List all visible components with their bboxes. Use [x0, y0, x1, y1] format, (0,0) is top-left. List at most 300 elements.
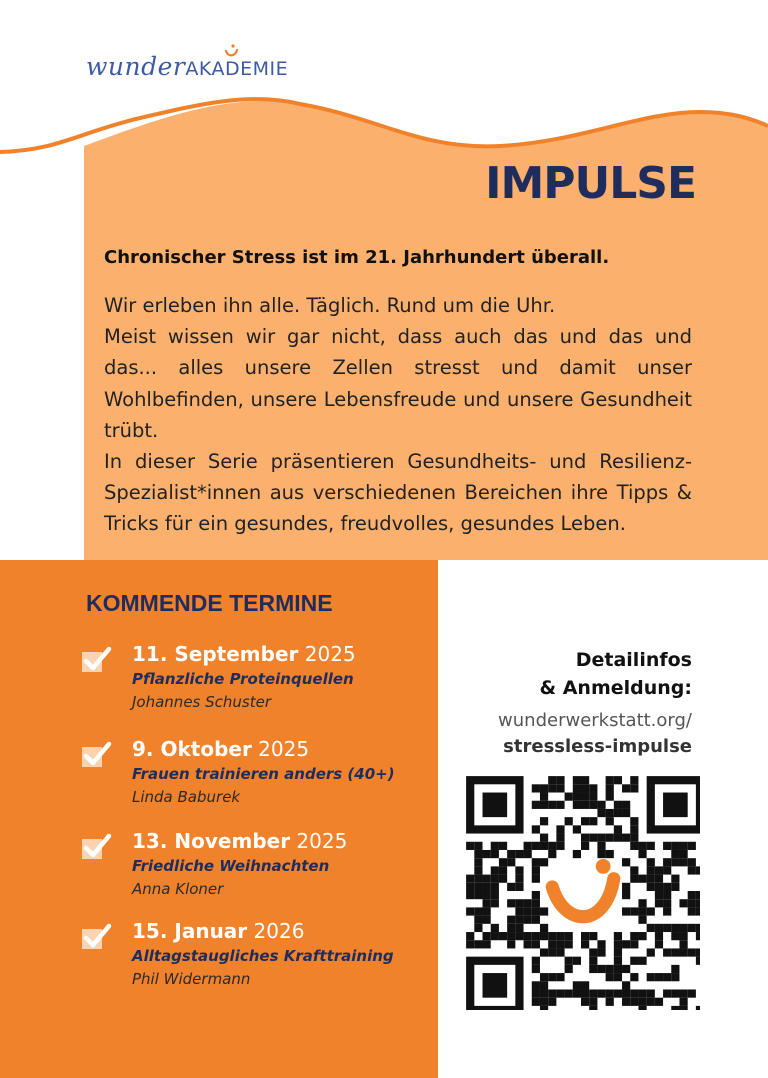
qr-module [647, 924, 655, 932]
qr-module [614, 801, 622, 809]
qr-module [647, 875, 655, 883]
qr-module [507, 883, 515, 891]
qr-module [688, 924, 696, 932]
qr-module [688, 891, 696, 899]
event-date [132, 829, 347, 853]
qr-module [507, 916, 515, 924]
event-title: Frauen trainieren anders (40+) [132, 765, 395, 783]
stressless-less: Less [541, 94, 590, 128]
qr-module [614, 965, 622, 973]
qr-module [606, 784, 614, 792]
qr-module [581, 998, 589, 1006]
qr-module [524, 842, 532, 850]
qr-module [581, 834, 589, 842]
qr-module [614, 940, 622, 948]
qr-module [671, 989, 679, 997]
qr-module [589, 998, 597, 1006]
qr-module [556, 784, 564, 792]
qr-module [548, 973, 556, 981]
qr-module [540, 842, 548, 850]
qr-module [630, 866, 638, 874]
qr-module [540, 973, 548, 981]
qr-module [606, 989, 614, 997]
qr-module [589, 1006, 597, 1010]
qr-module [581, 776, 589, 784]
check-icon [82, 833, 112, 859]
qr-module [630, 842, 638, 850]
qr-module [638, 875, 646, 883]
qr-code[interactable] [462, 772, 700, 1010]
qr-module [663, 866, 671, 874]
qr-module [647, 866, 655, 874]
registration-url-path[interactable]: stressless-impulse [503, 736, 692, 757]
qr-module [532, 932, 540, 940]
qr-module [597, 842, 605, 850]
qr-module [696, 907, 700, 915]
qr-module [638, 957, 646, 965]
qr-module [532, 965, 540, 973]
qr-module [597, 940, 605, 948]
qr-module [474, 883, 482, 891]
detail-heading [540, 646, 692, 702]
qr-module [614, 825, 622, 833]
qr-module [663, 899, 671, 907]
qr-module [589, 784, 597, 792]
headline: Chronischer Stress ist im 21. Jahrhundert überall. [104, 247, 610, 268]
qr-module [466, 907, 474, 915]
qr-module [638, 850, 646, 858]
event-date-year: 2025 [298, 642, 356, 666]
qr-module [663, 842, 671, 850]
smile-icon [222, 42, 240, 60]
qr-module [597, 834, 605, 842]
qr-module [532, 989, 540, 997]
detail-line-1: Detailinfos [575, 649, 692, 671]
qr-module [647, 973, 655, 981]
qr-module [622, 940, 630, 948]
qr-module [474, 891, 482, 899]
check-icon [82, 923, 112, 949]
qr-module [515, 875, 523, 883]
stressless-stress: Stress [490, 107, 549, 145]
qr-module [491, 899, 499, 907]
qr-module [671, 924, 679, 932]
qr-module [573, 850, 581, 858]
qr-module [548, 842, 556, 850]
qr-module [573, 793, 581, 801]
qr-module [548, 784, 556, 792]
qr-module [679, 932, 687, 940]
qr-module [515, 916, 523, 924]
qr-module [483, 899, 491, 907]
qr-module [630, 998, 638, 1006]
qr-module [655, 891, 663, 899]
qr-module [491, 875, 499, 883]
qr-module [466, 883, 474, 891]
event-speaker: Phil Widermann [132, 970, 251, 988]
qr-module [597, 965, 605, 973]
qr-module [622, 801, 630, 809]
qr-module [655, 866, 663, 874]
qr-module [688, 858, 696, 866]
qr-module [483, 940, 491, 948]
qr-module [630, 776, 638, 784]
event-speaker: Johannes Schuster [132, 693, 271, 711]
qr-module [655, 883, 663, 891]
qr-module [483, 875, 491, 883]
qr-module [630, 957, 638, 965]
qr-module [638, 842, 646, 850]
qr-module [573, 989, 581, 997]
qr-module [655, 924, 663, 932]
qr-module [556, 989, 564, 997]
qr-module [548, 801, 556, 809]
qr-module [597, 850, 605, 858]
qr-module [474, 875, 482, 883]
smile-icon [552, 879, 614, 917]
qr-module [524, 940, 532, 948]
qr-module [507, 940, 515, 948]
qr-module [696, 957, 700, 965]
qr-module [622, 891, 630, 899]
qr-module [622, 965, 630, 973]
qr-module [647, 998, 655, 1006]
qr-module [540, 784, 548, 792]
qr-module [655, 973, 663, 981]
qr-module [565, 957, 573, 965]
qr-module [589, 965, 597, 973]
qr-module [671, 875, 679, 883]
qr-module [573, 957, 581, 965]
qr-module [663, 907, 671, 915]
qr-module [524, 850, 532, 858]
qr-module [663, 948, 671, 956]
qr-module [597, 801, 605, 809]
qr-module [532, 866, 540, 874]
qr-module [581, 989, 589, 997]
qr-module [532, 907, 540, 915]
qr-module [614, 948, 622, 956]
qr-module [466, 932, 474, 940]
event-date-day: 15. Januar [132, 919, 248, 943]
qr-module [688, 842, 696, 850]
qr-module [491, 850, 499, 858]
qr-module [597, 809, 605, 817]
qr-module [630, 784, 638, 792]
impulse-title: IMPULSE [485, 158, 696, 209]
termine-box [0, 560, 438, 1078]
qr-module [647, 989, 655, 997]
qr-module [581, 817, 589, 825]
qr-module [679, 989, 687, 997]
qr-module [556, 973, 564, 981]
qr-module [655, 875, 663, 883]
qr-module [614, 932, 622, 940]
event-title: Friedliche Weihnachten [132, 857, 330, 875]
qr-module [556, 842, 564, 850]
qr-module [622, 998, 630, 1006]
qr-module [589, 957, 597, 965]
qr-module [688, 866, 696, 874]
qr-module [499, 932, 507, 940]
qr-module [679, 924, 687, 932]
qr-module [540, 801, 548, 809]
qr-module [606, 809, 614, 817]
qr-module [696, 924, 700, 932]
qr-module [622, 858, 630, 866]
qr-module [663, 891, 671, 899]
qr-module [614, 834, 622, 842]
intro-text [104, 290, 692, 540]
qr-module [483, 850, 491, 858]
qr-module [606, 973, 614, 981]
intro-paragraph-1: Wir erleben ihn alle. Täglich. Rund um die Uhr. [104, 294, 556, 317]
qr-module [663, 883, 671, 891]
qr-module [491, 842, 499, 850]
qr-module [540, 817, 548, 825]
qr-module [491, 883, 499, 891]
qr-module [515, 866, 523, 874]
qr-module [548, 850, 556, 858]
qr-module [532, 842, 540, 850]
qr-module [466, 940, 474, 948]
event-speaker: Anna Kloner [132, 880, 224, 898]
qr-module [606, 817, 614, 825]
qr-module [679, 842, 687, 850]
qr-module [679, 1006, 687, 1010]
qr-module [671, 850, 679, 858]
qr-module [655, 940, 663, 948]
qr-module [647, 842, 655, 850]
qr-module [663, 858, 671, 866]
qr-module [466, 842, 474, 850]
qr-module [483, 883, 491, 891]
qr-module [540, 907, 548, 915]
qr-module [589, 989, 597, 997]
qr-module [696, 948, 700, 956]
qr-module [573, 825, 581, 833]
qr-module [524, 899, 532, 907]
qr-module [581, 981, 589, 989]
qr-module [671, 948, 679, 956]
logo-akademie: AKADEMIE [185, 58, 289, 80]
qr-module [573, 801, 581, 809]
qr-module [606, 834, 614, 842]
qr-module [507, 899, 515, 907]
qr-module [556, 932, 564, 940]
qr-module [491, 891, 499, 899]
qr-module [565, 940, 573, 948]
event-date-day: 9. Oktober [132, 737, 252, 761]
qr-module [507, 924, 515, 932]
qr-module [679, 858, 687, 866]
qr-module [483, 932, 491, 940]
qr-module [532, 784, 540, 792]
qr-finder [663, 793, 688, 818]
check-icon [82, 646, 112, 672]
qr-module [532, 998, 540, 1006]
qr-module [679, 948, 687, 956]
qr-module [688, 948, 696, 956]
qr-module [630, 932, 638, 940]
qr-module [540, 989, 548, 997]
qr-module [679, 850, 687, 858]
qr-module [466, 891, 474, 899]
qr-module [515, 899, 523, 907]
qr-module [589, 801, 597, 809]
qr-module [548, 948, 556, 956]
qr-module [688, 899, 696, 907]
qr-module [474, 924, 482, 932]
qr-module [565, 932, 573, 940]
qr-module [540, 834, 548, 842]
event-date-year: 2026 [247, 919, 305, 943]
qr-module [532, 899, 540, 907]
event-title: Alltagstaugliches Krafttraining [132, 947, 394, 965]
qr-module [474, 940, 482, 948]
qr-module [540, 948, 548, 956]
qr-module [671, 858, 679, 866]
qr-module [597, 989, 605, 997]
qr-module [581, 932, 589, 940]
event-date [132, 919, 304, 943]
qr-module [532, 957, 540, 965]
qr-module [556, 948, 564, 956]
qr-module [548, 940, 556, 948]
qr-module [540, 981, 548, 989]
qr-module [663, 989, 671, 997]
qr-module [524, 932, 532, 940]
qr-module [565, 965, 573, 973]
qr-module [606, 793, 614, 801]
qr-module [532, 858, 540, 866]
qr-module [638, 932, 646, 940]
qr-module [474, 916, 482, 924]
qr-module [474, 866, 482, 874]
qr-module [647, 858, 655, 866]
qr-module [515, 924, 523, 932]
qr-module [679, 899, 687, 907]
qr-module [565, 817, 573, 825]
qr-module [597, 948, 605, 956]
qr-module [573, 784, 581, 792]
qr-module [614, 989, 622, 997]
qr-module [532, 891, 540, 899]
qr-module [524, 916, 532, 924]
qr-module [548, 776, 556, 784]
intro-paragraph-2: Meist wissen wir gar nicht, dass auch das und das und das... alles unsere Zellen stresst und damit unser Wohlbefinden, unsere Lebensfreude und unsere Gesundheit trübt. [104, 325, 692, 442]
qr-module [532, 801, 540, 809]
qr-module [581, 801, 589, 809]
qr-module [614, 957, 622, 965]
qr-module [606, 850, 614, 858]
qr-module [671, 932, 679, 940]
qr-module [565, 989, 573, 997]
qr-module [696, 899, 700, 907]
qr-module [679, 940, 687, 948]
detail-line-2: & Anmeldung: [539, 677, 692, 699]
qr-module [532, 875, 540, 883]
intro-paragraph-3: In dieser Serie präsentieren Gesundheits- und Resilienz-Spezialist*innen aus verschiedenen Bereichen ihre Tipps & Tricks für ein gesundes, freudvolles, gesundes Leben. [104, 450, 692, 536]
event-date-year: 2025 [290, 829, 348, 853]
qr-module [507, 858, 515, 866]
qr-module [515, 850, 523, 858]
qr-module [647, 948, 655, 956]
qr-finder [483, 793, 508, 818]
qr-module [589, 834, 597, 842]
qr-module [638, 998, 646, 1006]
qr-module [688, 989, 696, 997]
qr-module [483, 907, 491, 915]
event-title: Pflanzliche Proteinquellen [132, 670, 354, 688]
qr-module [499, 866, 507, 874]
qr-module [606, 965, 614, 973]
qr-module [622, 981, 630, 989]
qr-module [614, 776, 622, 784]
qr-module [671, 965, 679, 973]
registration-url-domain[interactable]: wunderwerkstatt.org/ [498, 710, 692, 731]
qr-module [671, 1006, 679, 1010]
qr-module [614, 809, 622, 817]
qr-module [515, 883, 523, 891]
qr-module [630, 989, 638, 997]
wunderakademie-logo [86, 52, 288, 86]
qr-module [556, 776, 564, 784]
qr-module [474, 850, 482, 858]
logo-wunder: wunder [86, 52, 186, 81]
event-date-year: 2025 [251, 737, 310, 761]
qr-module [573, 776, 581, 784]
qr-module [540, 998, 548, 1006]
qr-module [630, 940, 638, 948]
qr-module [474, 842, 482, 850]
qr-module [491, 924, 499, 932]
event-date [132, 642, 356, 666]
qr-module [474, 907, 482, 915]
qr-module [630, 825, 638, 833]
qr-module [507, 932, 515, 940]
qr-module [565, 793, 573, 801]
qr-module [696, 891, 700, 899]
qr-module [663, 973, 671, 981]
qr-module [540, 793, 548, 801]
qr-module [556, 825, 564, 833]
qr-module [606, 776, 614, 784]
qr-module [679, 998, 687, 1006]
qr-module [532, 940, 540, 948]
event-date-day: 13. November [132, 829, 291, 853]
event-date-day: 11. September [132, 642, 299, 666]
qr-module [540, 858, 548, 866]
qr-module [515, 932, 523, 940]
qr-module [589, 948, 597, 956]
qr-module [548, 989, 556, 997]
qr-module [647, 907, 655, 915]
qr-module [581, 940, 589, 948]
qr-module [671, 842, 679, 850]
qr-module [507, 850, 515, 858]
event-date [132, 737, 309, 761]
qr-module [483, 916, 491, 924]
qr-module [671, 883, 679, 891]
qr-module [622, 834, 630, 842]
qr-module [630, 875, 638, 883]
qr-module [696, 1006, 700, 1010]
qr-module [638, 989, 646, 997]
qr-module [532, 981, 540, 989]
qr-module [671, 973, 679, 981]
qr-module [556, 801, 564, 809]
